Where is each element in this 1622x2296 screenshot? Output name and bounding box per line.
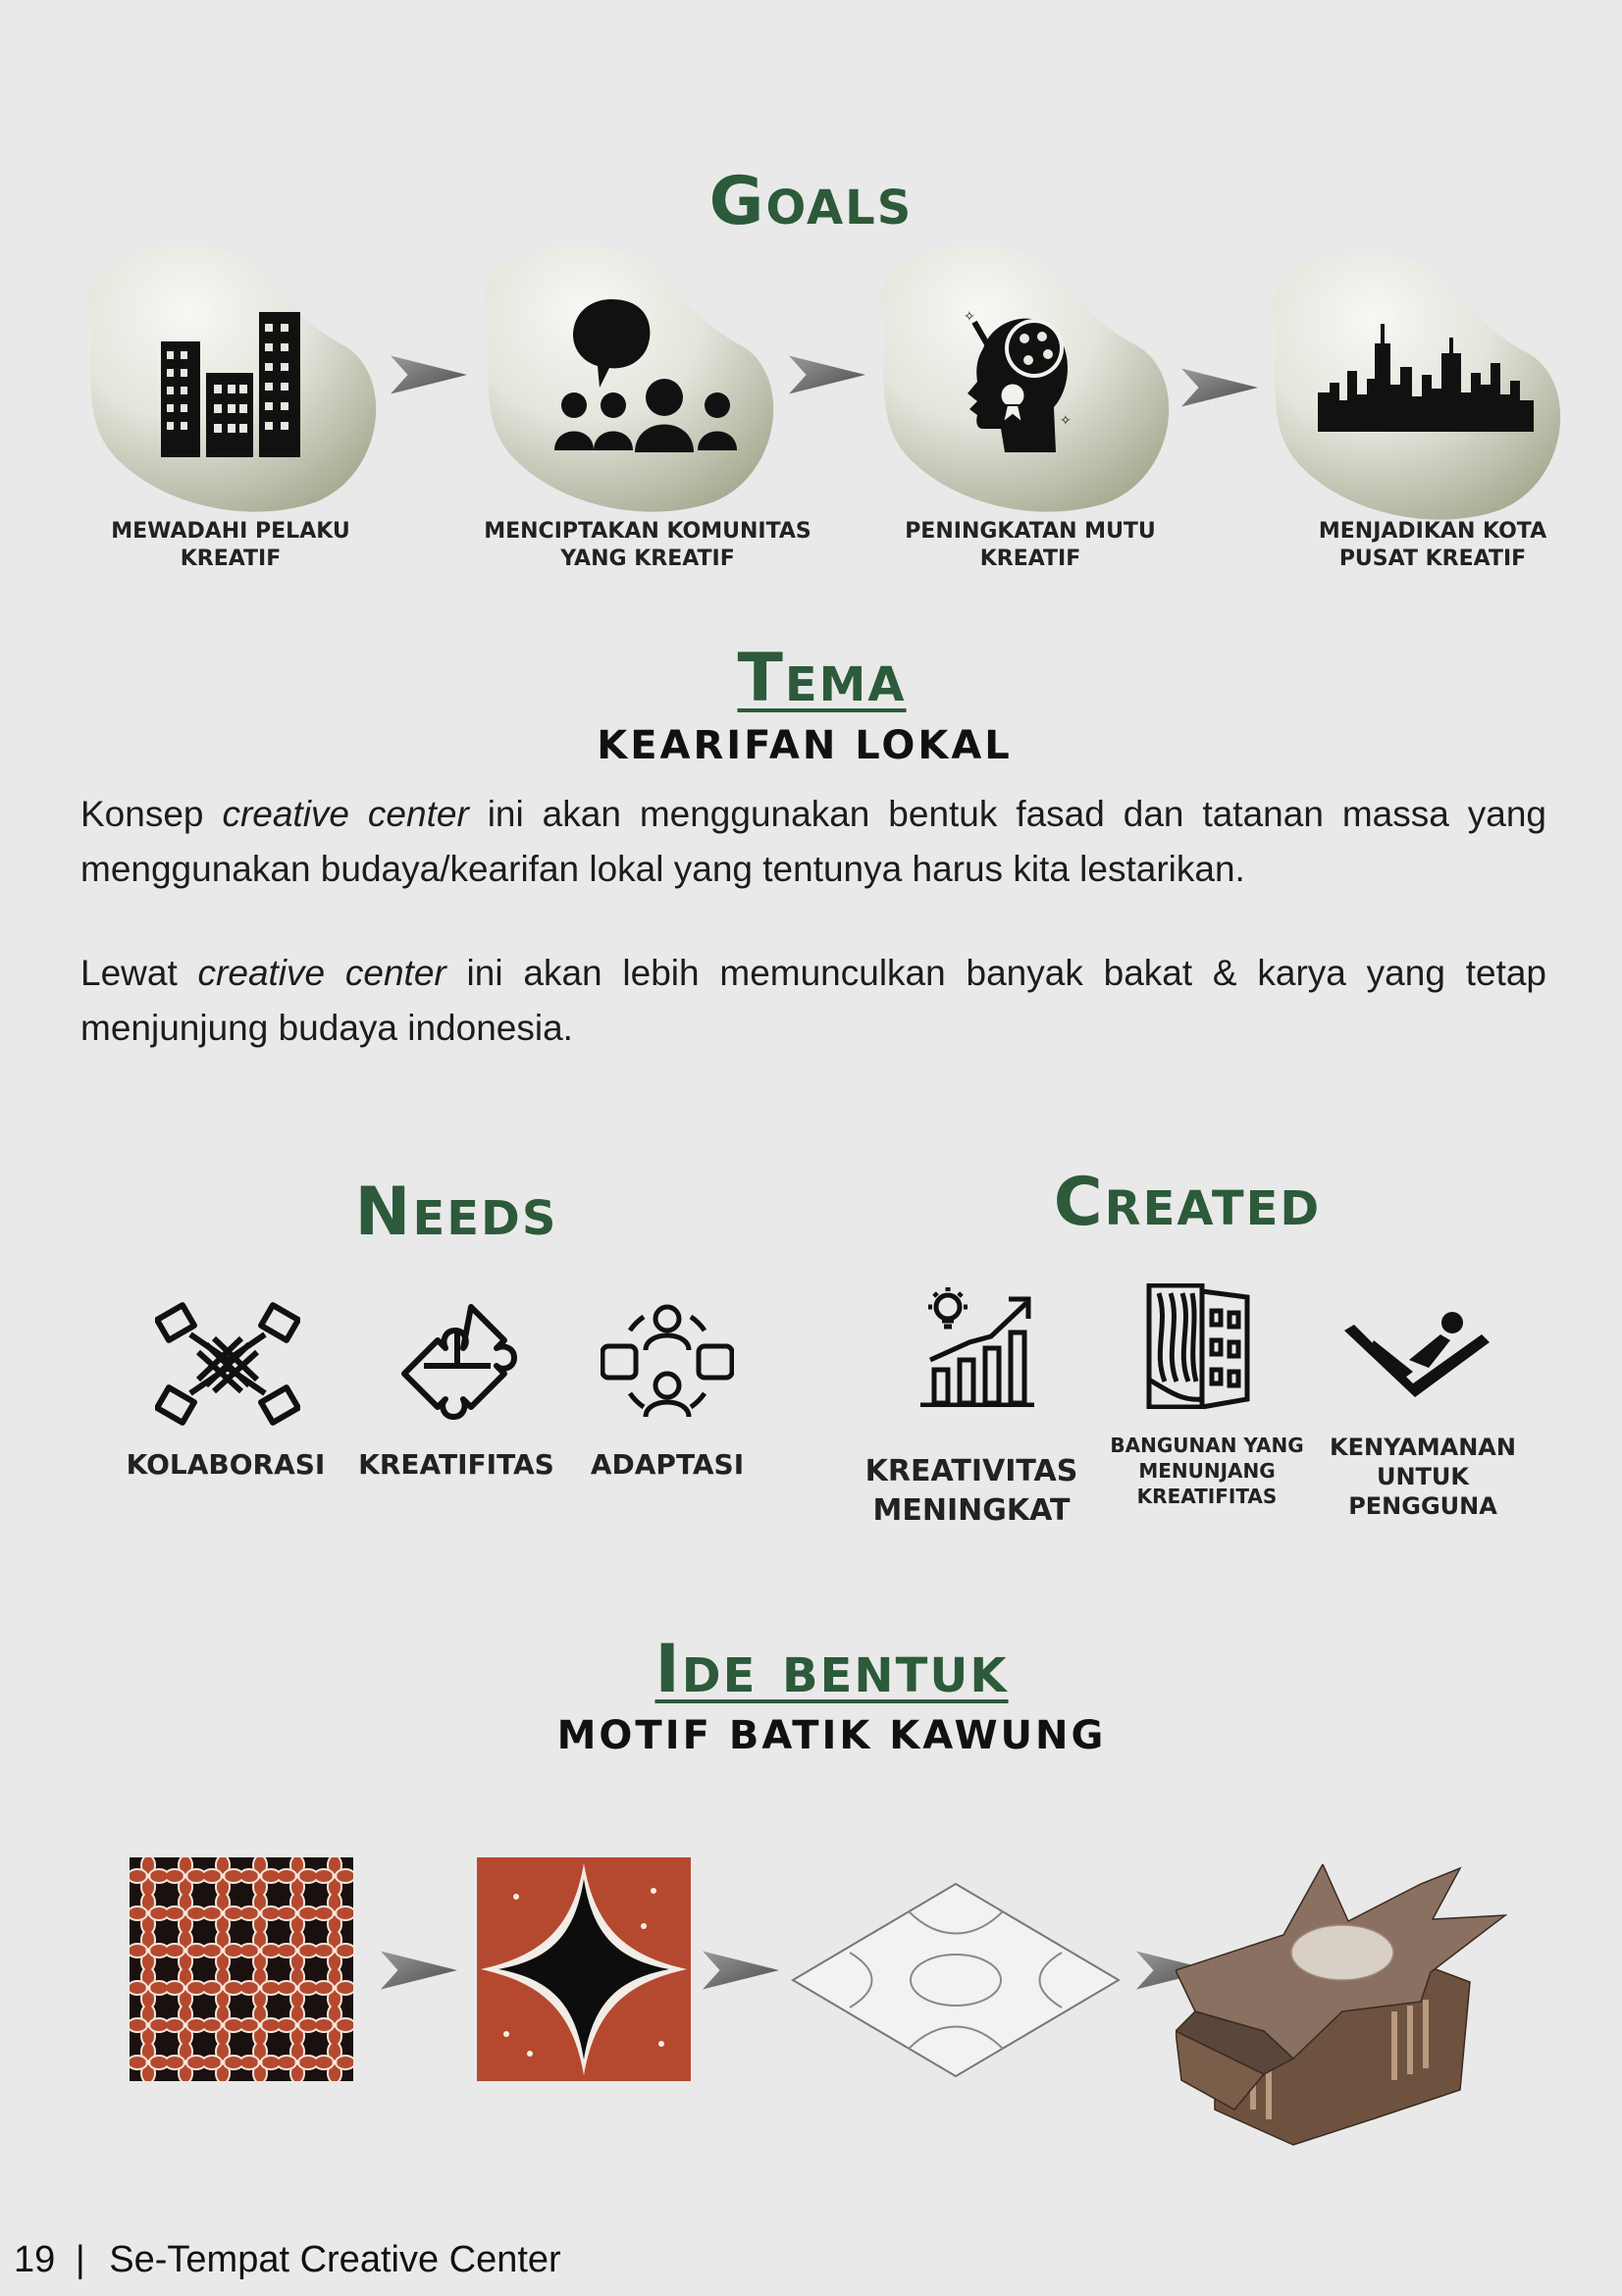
- svg-text:✧: ✧: [1060, 413, 1072, 429]
- need-caption-1: KOLABORASI: [126, 1448, 326, 1481]
- document-title: Se-Tempat Creative Center: [109, 2239, 561, 2280]
- floor-plan-sketch-image: [791, 1882, 1121, 2078]
- building-render-image: [1176, 1864, 1509, 2147]
- need-caption-3: ADAPTASI: [590, 1448, 745, 1481]
- adaptation-people-icon: [601, 1295, 734, 1429]
- tema-title: Tema: [737, 640, 907, 717]
- created-caption-1: KREATIVITAS MENINGKAT: [864, 1454, 1078, 1528]
- ide-bentuk-title: Ide bentuk: [654, 1631, 1009, 1708]
- created-caption-2: BANGUNAN YANG MENUNJANG KREATIFITAS: [1110, 1434, 1304, 1508]
- goal-arrow-1: [391, 355, 467, 394]
- footer-separator: |: [75, 2239, 85, 2280]
- ide-bentuk-subtitle: MOTIF BATIK KAWUNG: [556, 1713, 1107, 1758]
- ide-arrow-2: [703, 1951, 779, 1990]
- city-skyline-icon: [1318, 324, 1534, 432]
- growth-chart-icon: [920, 1285, 1034, 1407]
- goal-caption-3: PENINGKATAN MUTU KREATIF: [905, 519, 1156, 571]
- tema-subtitle: KEARIFAN LOKAL: [597, 723, 1013, 768]
- batik-pattern-image: [130, 1857, 353, 2081]
- tema-paragraph-1: Konsep creative center ini akan menggunakan bentuk fasad dan tatanan massa yang menggunakan budaya/kearifan lokal yang tentunya harus kita lestarikan.: [80, 794, 1546, 889]
- page-number: 19: [14, 2239, 56, 2280]
- created-caption-3: KENYAMANAN UNTUK PENGGUNA: [1330, 1434, 1516, 1520]
- puzzle-icon: [389, 1293, 526, 1431]
- tema-paragraph-2: Lewat creative center ini akan lebih memunculkan banyak bakat & karya yang tetap menjunjung budaya indonesia.: [80, 953, 1547, 1048]
- svg-text:✧: ✧: [964, 309, 975, 325]
- goal-arrow-2: [789, 355, 865, 394]
- ide-arrow-1: [381, 1951, 457, 1990]
- kawung-motif-image: [477, 1857, 691, 2081]
- relaxing-person-icon: [1344, 1311, 1491, 1401]
- collaboration-hands-icon: [155, 1291, 300, 1435]
- goal-arrow-3: [1181, 368, 1258, 407]
- community-chat-icon: [554, 299, 741, 452]
- footer: [14, 2239, 561, 2281]
- goal-caption-4: MENJADIKAN KOTA PUSAT KREATIF: [1318, 519, 1547, 571]
- building-icon: [1143, 1283, 1253, 1409]
- city-buildings-icon: [157, 312, 304, 457]
- created-title: Created: [1053, 1164, 1322, 1241]
- need-caption-2: KREATIFITAS: [358, 1448, 554, 1481]
- creative-mind-icon: [944, 299, 1079, 454]
- goal-caption-2: MENCIPTAKAN KOMUNITAS YANG KREATIF: [484, 519, 811, 571]
- goal-caption-1: MEWADAHI PELAKU KREATIF: [111, 519, 350, 571]
- goals-title: Goals: [708, 163, 914, 240]
- needs-title: Needs: [354, 1174, 558, 1251]
